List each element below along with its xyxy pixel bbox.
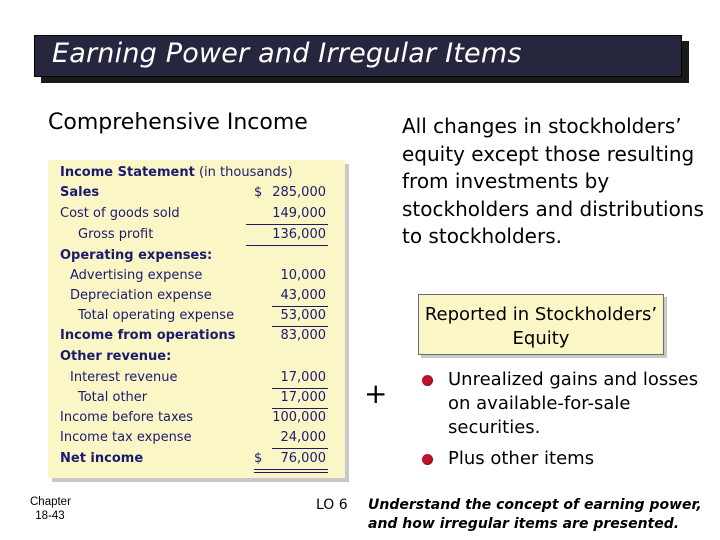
row-label: Operating expenses: [60,248,213,263]
statement-row-net-income [48,451,345,471]
statement-row-cogs [48,206,345,226]
row-value: 83,000 [280,328,326,343]
underline [272,448,328,449]
definition-text: All changes in stockholders’ equity except those resulting from investments by stockholders and distributions to stockholders. [402,114,704,249]
row-value: 136,000 [272,227,326,242]
row-label: Gross profit [78,227,154,242]
row-label: Income from operations [60,328,236,343]
row-label: Total other [78,390,148,405]
statement-header [60,165,293,180]
chapter-word: Chapter [30,496,71,508]
row-label: Total operating expense [78,308,235,323]
row-value: 100,000 [272,410,326,425]
row-value: 76,000 [280,451,326,466]
statement-row-interest-revenue [48,370,345,390]
row-value: 17,000 [280,390,326,405]
row-value: 43,000 [280,288,326,303]
lo-number: LO 6 [316,497,348,513]
underline [246,224,328,225]
chapter-label [30,495,70,523]
statement-row-income-tax [48,430,345,450]
row-value: 53,000 [280,308,326,323]
plus-sign: + [364,377,388,410]
section-heading: Comprehensive Income [48,110,308,135]
bullet-item [422,368,707,440]
statement-unit: (in thousands) [198,165,293,180]
lo-text: Understand the concept of earning power, and how irregular items are presented. [368,497,702,532]
row-label: Sales [60,185,100,200]
row-label: Other revenue: [60,349,172,364]
income-statement-panel [48,160,345,478]
bullet-dot-icon [422,375,433,386]
row-label: Depreciation expense [70,288,212,303]
row-dollar: $ [254,185,263,200]
statement-title: Income Statement [60,165,195,180]
underline [272,306,328,307]
double-underline-bottom [254,472,328,473]
statement-row-total-other [48,390,345,410]
row-value: 10,000 [280,268,326,283]
statement-row-total-operating [48,308,345,328]
statement-row-income-before-taxes [48,410,345,430]
underline [246,245,328,246]
bullet-text: Plus other items [448,448,595,469]
bullet-list [422,368,707,478]
row-label: Cost of goods sold [60,206,180,221]
row-label: Income tax expense [60,430,192,445]
statement-row-income-from-operations [48,328,345,348]
row-value: 149,000 [272,206,326,221]
row-value: 285,000 [272,185,326,200]
statement-row-sales [48,185,345,205]
row-label: Net income [60,451,144,466]
statement-row-other-revenue [48,349,345,369]
row-dollar: $ [254,451,263,466]
statement-row-operating-expenses [48,248,345,268]
row-label: Interest revenue [70,370,178,385]
row-label: Advertising expense [70,268,203,283]
statement-row-depreciation [48,288,345,308]
underline [272,326,328,327]
row-value: 17,000 [280,370,326,385]
chapter-number: 18-43 [35,510,65,522]
reported-in-equity-box: Reported in Stockholders’ Equity [418,294,664,355]
statement-row-advertising [48,268,345,288]
statement-row-gross-profit [48,227,345,247]
double-underline-top [254,469,328,470]
row-label: Income before taxes [60,410,194,425]
bullet-text: Unrealized gains and losses on available-for-sale securities. [448,369,699,438]
bullet-item [422,447,707,471]
bullet-dot-icon [422,454,433,465]
slide-title: Earning Power and Irregular Items [52,38,522,69]
underline [272,408,328,409]
row-value: 24,000 [280,430,326,445]
underline [272,388,328,389]
